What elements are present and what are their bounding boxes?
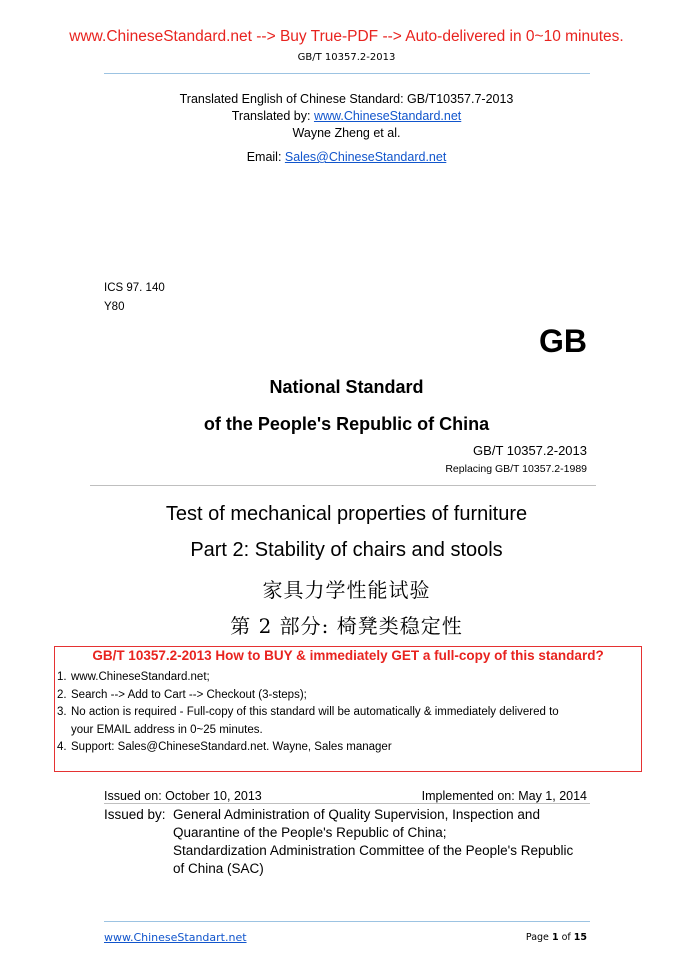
translator-site-link[interactable]: www.ChineseStandard.net <box>313 109 462 123</box>
title-chinese-line1: 家具力学性能试验 <box>262 578 431 602</box>
footer-rule <box>104 921 590 922</box>
title-divider <box>90 485 596 486</box>
ccs-code: Y80 <box>104 301 125 313</box>
implemented-on: Implemented on: May 1, 2014 <box>421 789 587 803</box>
email-label: Email: <box>246 150 285 164</box>
gb-mark: GB <box>539 323 587 359</box>
issued-divider <box>104 803 590 804</box>
title-english-line2: Part 2: Stability of chairs and stools <box>190 539 503 561</box>
translated-by <box>0 109 693 123</box>
email-line <box>0 150 693 164</box>
issued-by <box>104 806 604 878</box>
standard-code: GB/T 10357.2-2013 <box>473 443 587 458</box>
list-item: 2. Search --> Add to Cart --> Checkout (3-steps); <box>57 688 307 701</box>
national-standard-title: National Standard <box>269 377 424 397</box>
issuer-line: of China (SAC) <box>173 861 264 876</box>
footer-link[interactable]: www.ChineseStandart.net <box>104 931 247 944</box>
email-link[interactable]: Sales@ChineseStandard.net <box>284 150 447 164</box>
buy-heading: GB/T 10357.2-2013 How to BUY & immediately GET a full-copy of this standard? <box>92 648 604 663</box>
buy-steps-list <box>57 669 637 757</box>
top-banner[interactable]: www.ChineseStandard.net --> Buy True-PDF --> Auto-delivered in 0~10 minutes. <box>69 28 624 45</box>
issuer-line: Quarantine of the People's Republic of China; <box>173 825 447 840</box>
header-rule <box>104 73 590 74</box>
list-item: 3. No action is required - Full-copy of this standard will be automatically & immediately delivered to <box>57 706 559 718</box>
issuer-line: Standardization Administration Committee of the People's Republic <box>173 843 574 858</box>
issuer-line: General Administration of Quality Supervision, Inspection and <box>173 807 540 822</box>
translated-by-label: Translated by: <box>231 109 314 123</box>
header-standard-code: GB/T 10357.2-2013 <box>297 52 396 63</box>
replacing-code: Replacing GB/T 10357.2-1989 <box>445 463 587 475</box>
issued-by-label: Issued by: <box>104 807 166 822</box>
page-number: Page 1 of 15 <box>525 932 587 943</box>
store-link[interactable]: www.ChineseStandard.net; <box>71 671 210 683</box>
list-item: 4. Support: Sales@ChineseStandard.net. Wayne, Sales manager <box>57 741 392 753</box>
issued-on: Issued on: October 10, 2013 <box>104 789 262 803</box>
translator-name: Wayne Zheng et al. <box>292 126 401 140</box>
title-english-line1: Test of mechanical properties of furniture <box>165 503 528 525</box>
translation-line: Translated English of Chinese Standard: GB/T10357.7-2013 <box>179 92 514 106</box>
list-item-continuation: your EMAIL address in 0~25 minutes. <box>71 723 263 736</box>
ics-code: ICS 97. 140 <box>104 282 165 294</box>
country-title: of the People's Republic of China <box>203 414 490 434</box>
list-item: 1. www.ChineseStandard.net; <box>57 669 637 687</box>
title-chinese-line2: 第 2 部分: 椅凳类稳定性 <box>230 614 463 638</box>
